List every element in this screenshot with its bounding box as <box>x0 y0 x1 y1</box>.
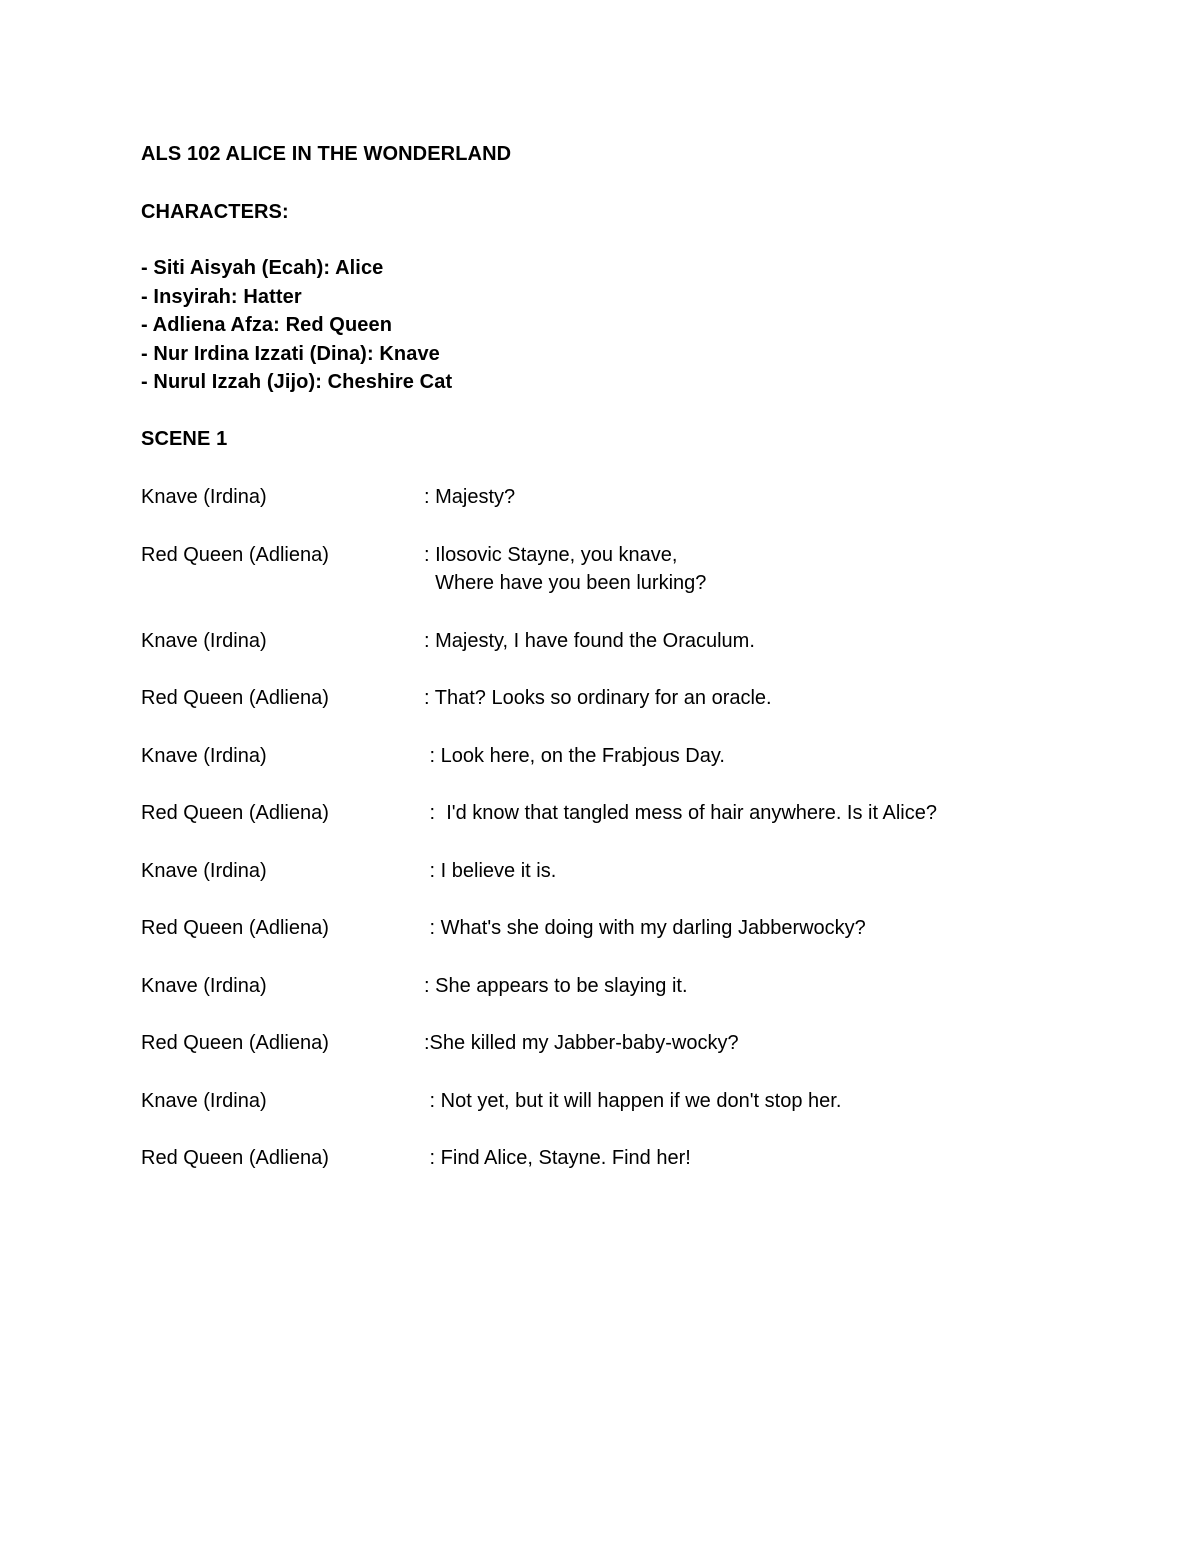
speaker-name: Red Queen (Adliena) <box>141 543 329 566</box>
dialogue-line <box>141 627 1141 656</box>
speech-text: : Find Alice, Stayne. Find her! <box>424 1147 691 1169</box>
dialogue-line <box>141 684 1141 713</box>
dialogue-line <box>141 742 1141 771</box>
speech-text: : I believe it is. <box>424 859 557 882</box>
speaker-name: Knave (Irdina) <box>141 486 267 508</box>
cast-item: - Adliena Afza: Red Queen <box>141 314 393 336</box>
speech-text: : Majesty? <box>424 486 516 508</box>
cast-item: - Insyirah: Hatter <box>141 285 302 308</box>
dialogue-line <box>141 1144 1141 1173</box>
characters-heading: CHARACTERS: <box>141 201 289 223</box>
dialogue-block <box>141 483 1141 1202</box>
speech-text: : She appears to be slaying it. <box>424 974 688 997</box>
speaker-name: Knave (Irdina) <box>141 974 267 997</box>
scene-heading: SCENE 1 <box>141 428 228 450</box>
cast-list <box>141 254 452 397</box>
speaker-name: Red Queen (Adliena) <box>141 1032 329 1054</box>
speaker-name: Red Queen (Adliena) <box>141 802 329 824</box>
dialogue-line <box>141 1029 1141 1058</box>
speaker-name: Knave (Irdina) <box>141 1089 267 1112</box>
dialogue-line <box>141 1087 1141 1116</box>
speaker-name: Knave (Irdina) <box>141 744 267 767</box>
cast-item: - Nurul Izzah (Jijo): Cheshire Cat <box>141 371 453 393</box>
speech-text: : Not yet, but it will happen if we don't stop her. <box>424 1089 842 1112</box>
speaker-name: Knave (Irdina) <box>141 629 267 652</box>
speech-text: : Majesty, I have found the Oraculum. <box>424 629 755 652</box>
dialogue-line <box>141 541 1141 598</box>
dialogue-line <box>141 914 1141 943</box>
document-title: ALS 102 ALICE IN THE WONDERLAND <box>141 143 512 165</box>
speech-text: : I'd know that tangled mess of hair anywhere. Is it Alice? <box>424 802 937 824</box>
dialogue-line <box>141 972 1141 1001</box>
speech-text: : What's she doing with my darling Jabberwocky? <box>424 917 866 939</box>
speaker-name: Red Queen (Adliena) <box>141 917 329 939</box>
speaker-name: Red Queen (Adliena) <box>141 687 329 709</box>
speech-text: : Look here, on the Frabjous Day. <box>424 744 725 767</box>
speech-text: :She killed my Jabber-baby-wocky? <box>424 1032 739 1054</box>
speaker-name: Knave (Irdina) <box>141 859 267 882</box>
speaker-name: Red Queen (Adliena) <box>141 1147 329 1169</box>
speech-text: : That? Looks so ordinary for an oracle. <box>424 687 772 709</box>
cast-item: - Siti Aisyah (Ecah): Alice <box>141 257 384 279</box>
speech-text: : Ilosovic Stayne, you knave, Where have you been lurking? <box>424 543 707 594</box>
cast-item: - Nur Irdina Izzati (Dina): Knave <box>141 342 440 365</box>
dialogue-line <box>141 857 1141 886</box>
dialogue-line <box>141 799 1141 828</box>
dialogue-line <box>141 483 1141 512</box>
